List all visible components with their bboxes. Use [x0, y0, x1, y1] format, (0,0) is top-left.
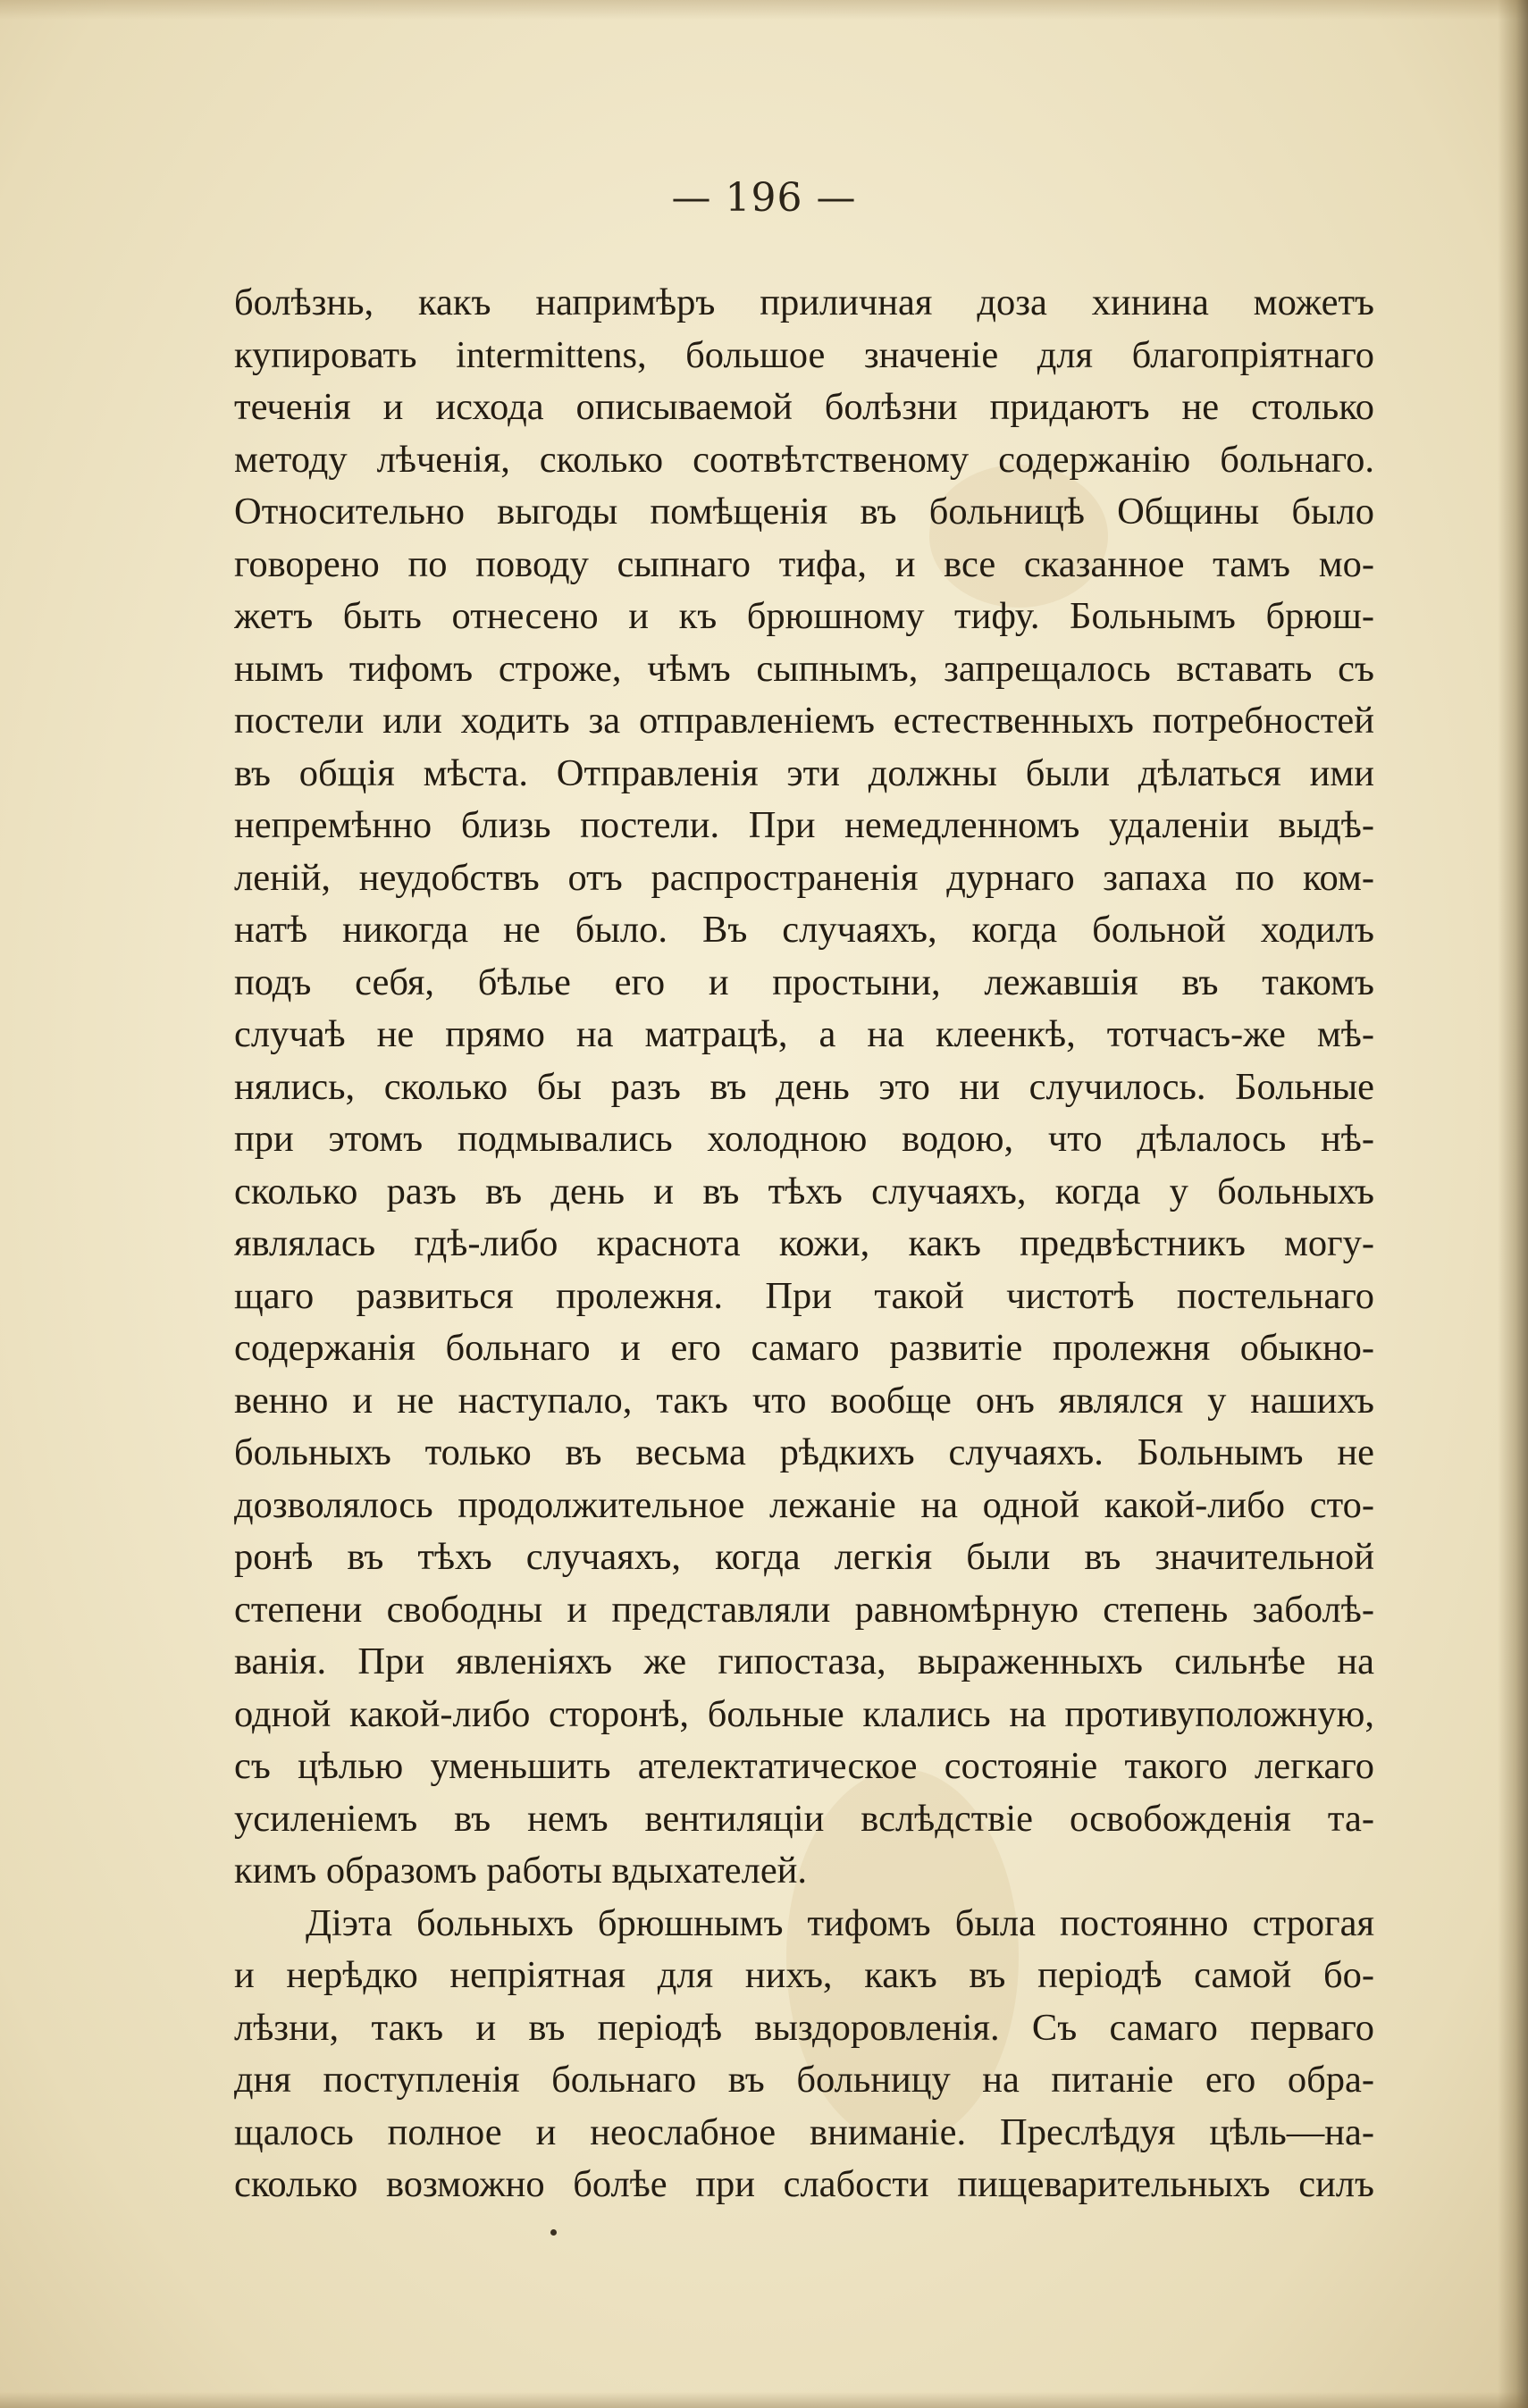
page-right-edge-shadow [1498, 0, 1528, 2408]
text-line: въ общія мѣста. Отправленія эти должны были дѣлаться ими [234, 751, 1374, 794]
text-line: теченія и исхода описываемой болѣзни придаютъ не столько [234, 386, 1374, 428]
text-line: говорено по поводу сыпнаго тифа, и все сказанное тамъ мо- [234, 542, 1374, 585]
text-line: съ цѣлью уменьшить ателектатическое состояніе такого легкаго [234, 1745, 1374, 1787]
text-line: нялись, сколько бы разъ въ день это ни случилось. Больные [234, 1065, 1374, 1108]
text-line: Относительно выгоды помѣщенія въ больницѣ Общины было [234, 491, 1374, 533]
text-line: щалось полное и неослабное вниманіе. Преслѣдуя цѣль—на- [234, 2110, 1374, 2153]
text-line: содержанія больнаго и его самаго развитіе пролежня обыкно- [234, 1327, 1374, 1369]
text-line: ронѣ въ тѣхъ случаяхъ, когда легкія были въ значительной [234, 1536, 1374, 1578]
paragraph [234, 277, 1374, 1898]
text-line: щаго развиться пролежня. При такой чистотѣ постельнаго [234, 1274, 1374, 1317]
text-line: жетъ быть отнесено и къ брюшному тифу. Больнымъ брюш- [234, 595, 1374, 637]
text-line: ванія. При явленіяхъ же гипостаза, выраженныхъ сильнѣе на [234, 1640, 1374, 1682]
text-line: методу лѣченія, сколько соотвѣтственому содержанію больнаго. [234, 438, 1374, 481]
page-bottom-shadow [0, 2392, 1528, 2408]
text-line: леній, неудобствъ отъ распространенія дурнаго запаха по ком- [234, 856, 1374, 899]
text-line: дня поступленія больнаго въ больницу на питаніе его обра- [234, 2059, 1374, 2101]
text-line: сколько разъ въ день и въ тѣхъ случаяхъ, когда у больныхъ [234, 1170, 1374, 1212]
text-line: случаѣ не прямо на матрацѣ, а на клеенкѣ, тотчасъ-же мѣ- [234, 1013, 1374, 1055]
text-line: нымъ тифомъ строже, чѣмъ сыпнымъ, запрещалось вставать съ [234, 647, 1374, 690]
text-line: при этомъ подмывались холодною водою, что дѣлалось нѣ- [234, 1118, 1374, 1160]
text-line: венно и не наступало, такъ что вообще онъ являлся у нашихъ [234, 1379, 1374, 1422]
text-line: кимъ образомъ работы вдыхателей. [234, 1850, 808, 1892]
text-line: больныхъ только въ весьма рѣдкихъ случаяхъ. Больнымъ не [234, 1431, 1374, 1473]
text-line: постели или ходить за отправленіемъ естественныхъ потребностей [234, 700, 1374, 742]
text-line: степени свободны и представляли равномѣрную степень заболѣ- [234, 1588, 1374, 1631]
text-line: болѣзнь, какъ напримѣръ приличная доза хинина можетъ [234, 281, 1374, 323]
text-line: являлась гдѣ-либо краснота кожи, какъ предвѣстникъ могу- [234, 1222, 1374, 1264]
text-line: подъ себя, бѣлье его и простыни, лежавшія въ такомъ [234, 961, 1374, 1003]
text-line: одной какой-либо сторонѣ, больные клались на противуположную, [234, 1692, 1374, 1735]
text-line: усиленіемъ въ немъ вентиляціи вслѣдствіе освобожденія та- [234, 1797, 1374, 1840]
text-line: лѣзни, такъ и въ періодѣ выздоровленія. Съ самаго перваго [234, 2006, 1374, 2049]
page-number: — 196 — [671, 175, 857, 221]
text-line: сколько возможно болѣе при слабости пищеварительныхъ силъ [234, 2163, 1374, 2205]
text-line: непремѣнно близь постели. При немедленномъ удаленіи выдѣ- [234, 804, 1374, 846]
page-top-shadow [0, 0, 1528, 20]
text-line: Діэта больныхъ брюшнымъ тифомъ была постоянно строгая [306, 1901, 1374, 1944]
text-line: купировать intermittens, большое значеніе для благопріятнаго [234, 333, 1374, 376]
text-line: натѣ никогда не было. Въ случаяхъ, когда больной ходилъ [234, 909, 1374, 951]
paragraph [234, 1898, 1374, 2211]
text-line: дозволялось продолжительное лежаніе на одной какой-либо сто- [234, 1483, 1374, 1526]
body-text [234, 277, 1374, 2211]
ink-dot [550, 2229, 557, 2236]
text-line: и нерѣдко непріятная для нихъ, какъ въ періодѣ самой бо- [234, 1954, 1374, 1996]
